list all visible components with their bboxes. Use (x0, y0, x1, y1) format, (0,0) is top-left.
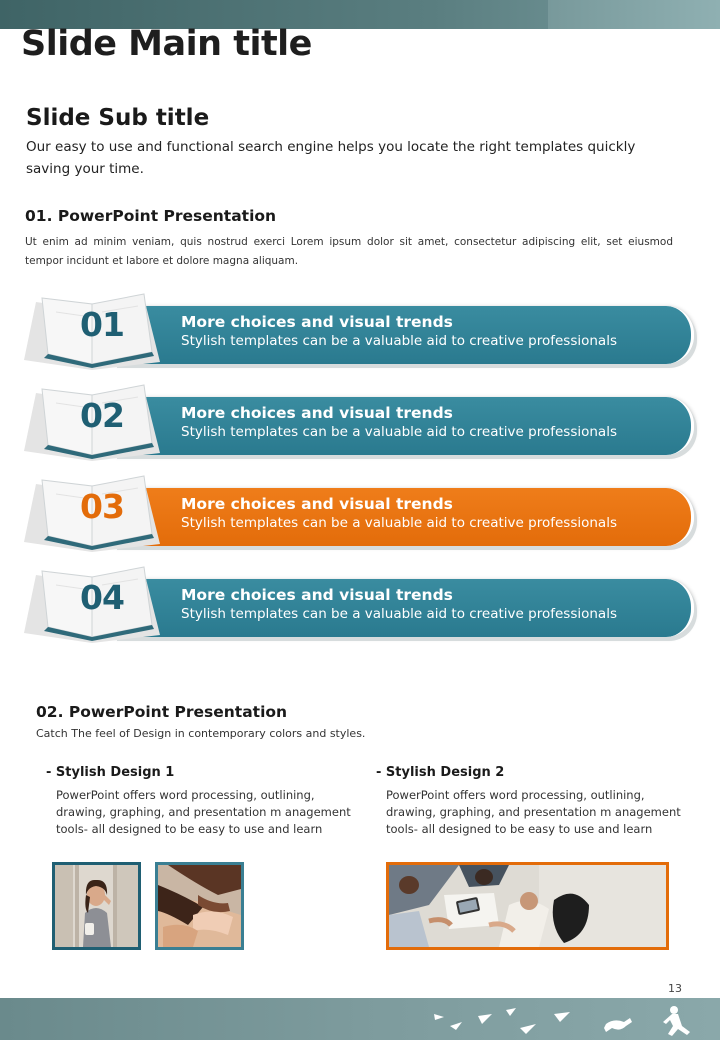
page-number: 13 (668, 982, 682, 995)
design2-title: - Stylish Design 2 (376, 765, 505, 780)
sub-title: Slide Sub title (26, 105, 210, 131)
item-heading: More choices and visual trends (181, 586, 453, 604)
list-item-02 (22, 381, 698, 463)
photo-joined-hands (155, 862, 244, 950)
design1-text: PowerPoint offers word processing, outlining, drawing, graphing, and presentation m anagement tools- all designed to be easy to use and learn (56, 788, 351, 836)
item-heading: More choices and visual trends (181, 313, 453, 331)
paper-plane-icon (434, 1008, 570, 1034)
item-number: 02 (80, 396, 124, 435)
item-number: 03 (80, 487, 124, 526)
item-description: Stylish templates can be a valuable aid to creative professionals (181, 515, 617, 531)
item-description: Stylish templates can be a valuable aid to creative professionals (181, 424, 617, 440)
design1-title: - Stylish Design 1 (46, 765, 175, 780)
list-item-01 (22, 290, 698, 372)
list-item-03 (22, 472, 698, 554)
list-item-04 (22, 563, 698, 645)
top-banner-accent (548, 0, 720, 29)
running-dog-icon (604, 1018, 632, 1032)
section1-text: Ut enim ad minim veniam, quis nostrud exerci Lorem ipsum dolor sit amet, consectetur adipiscing elit, set eiusmod tempor incidunt et labore et dolore magna aliquam. (25, 236, 673, 267)
jumping-person-icon (663, 1006, 690, 1036)
page-title: Slide Main title (21, 24, 312, 64)
bottom-decoration (420, 998, 720, 1040)
item-description: Stylish templates can be a valuable aid to creative professionals (181, 606, 617, 622)
section1-title: 01. PowerPoint Presentation (25, 207, 277, 225)
photo-businesswoman (52, 862, 141, 950)
item-number: 04 (80, 578, 124, 617)
sub-title-text: Our easy to use and functional search engine helps you locate the right templates quickly saving your time. (26, 139, 636, 177)
item-heading: More choices and visual trends (181, 495, 453, 513)
item-heading: More choices and visual trends (181, 404, 453, 422)
item-description: Stylish templates can be a valuable aid to creative professionals (181, 333, 617, 349)
section2-title: 02. PowerPoint Presentation (36, 703, 288, 721)
section2-text: Catch The feel of Design in contemporary colors and styles. (36, 727, 366, 740)
photo-team-meeting (386, 862, 669, 950)
design2-text: PowerPoint offers word processing, outlining, drawing, graphing, and presentation m anagement tools- all designed to be easy to use and learn (386, 788, 681, 836)
item-number: 01 (80, 305, 124, 344)
